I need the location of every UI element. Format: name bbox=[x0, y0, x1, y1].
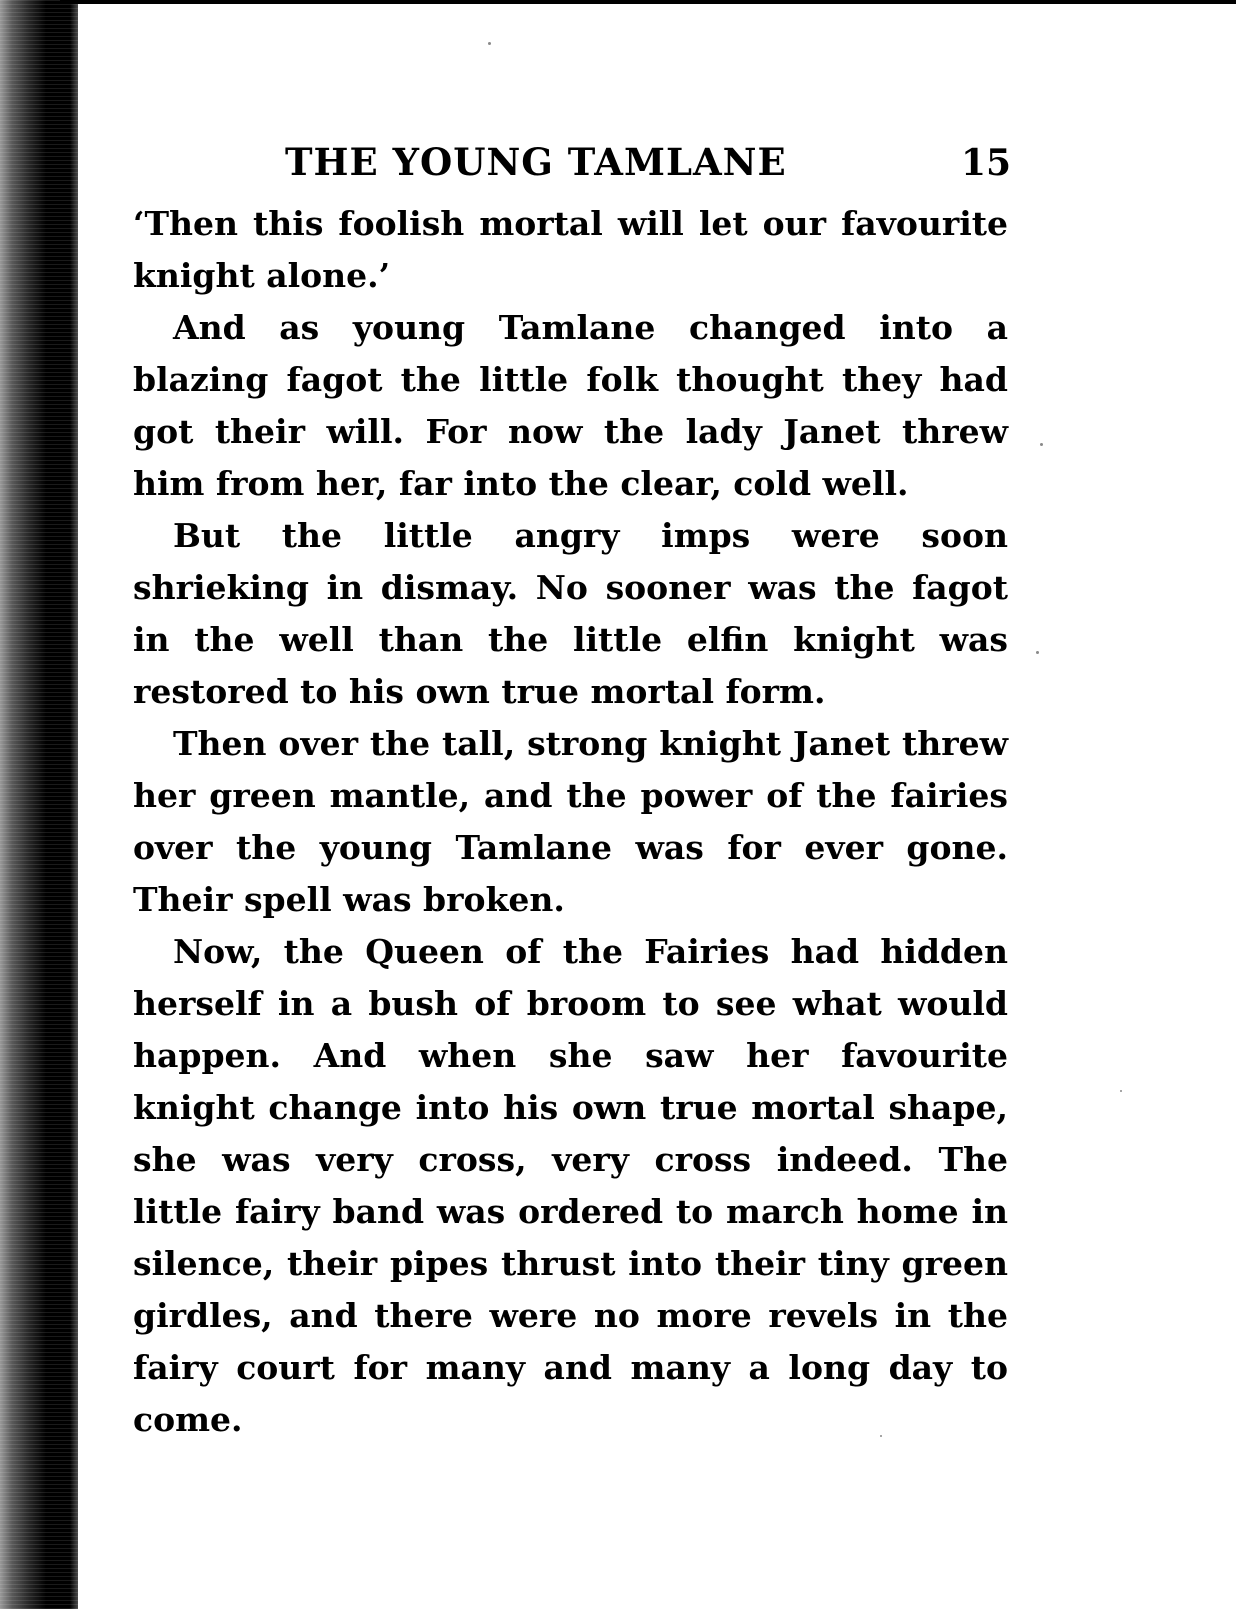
chapter-title: THE YOUNG TAMLANE bbox=[285, 140, 787, 184]
scan-speck bbox=[1120, 1090, 1122, 1092]
scan-speck bbox=[1040, 443, 1043, 446]
scan-top-border bbox=[60, 0, 1236, 4]
paragraph: But the little angry imps were soon shrieking in dismay. No sooner was the fagot in the well than the little elfin knight was restored to his own true mortal form. bbox=[133, 516, 1008, 711]
paragraph: Then over the tall, strong knight Janet threw her green mantle, and the power of the fairies over the young Tamlane was for ever gone. Their spell was broken. bbox=[133, 724, 1008, 919]
paragraph: And as young Tamlane changed into a blazing fagot the little folk thought they had got their will. For now the lady Janet threw him from her, far into the clear, cold well. bbox=[133, 308, 1008, 503]
paragraph: Now, the Queen of the Fairies had hidden herself in a bush of broom to see what would happen. And when she saw her favourite knight change into his own true mortal shape, she was very cross, very cross indeed. The little fairy band was ordered to march home in silence, their pipes thrust into their tiny green girdles, and there were no more revels in the fairy court for many and many a long day to come. bbox=[133, 932, 1008, 1439]
scanned-binding-edge bbox=[0, 0, 78, 1609]
paragraph: ‘Then this foolish mortal will let our favourite knight alone.’ bbox=[133, 204, 1008, 295]
page-number: 15 bbox=[961, 142, 1012, 184]
scan-speck bbox=[488, 42, 491, 45]
running-header bbox=[133, 138, 1033, 198]
book-page bbox=[133, 138, 1033, 1446]
scan-speck bbox=[1036, 651, 1039, 654]
body-text bbox=[133, 198, 1008, 1446]
